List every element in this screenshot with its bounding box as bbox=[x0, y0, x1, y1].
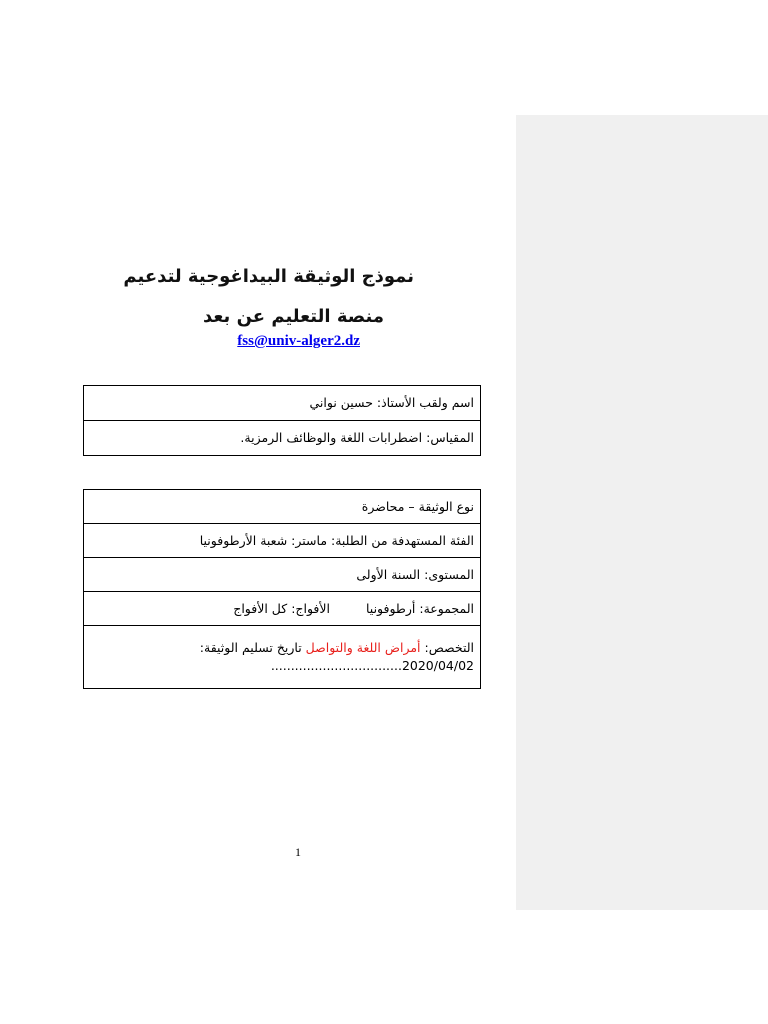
teacher-info-table bbox=[83, 385, 481, 456]
table-row bbox=[84, 524, 481, 558]
target-students-cell: الفئة المستهدفة من الطلبة: ماستر: شعبة الأرطوفونيا bbox=[84, 524, 481, 558]
document-title: نموذج الوثيقة البيداغوجية لتدعيم bbox=[123, 266, 414, 287]
table-row bbox=[84, 592, 481, 626]
comment-pane bbox=[516, 115, 768, 910]
group-cell bbox=[84, 592, 481, 626]
specialty-cell bbox=[84, 626, 481, 689]
table-row bbox=[84, 626, 481, 689]
page-number: 1 bbox=[295, 845, 301, 859]
teacher-name-cell: اسم ولقب الأستاذ: حسين نواني bbox=[84, 386, 481, 421]
table-row bbox=[84, 386, 481, 421]
table-row bbox=[84, 558, 481, 592]
table-row bbox=[84, 490, 481, 524]
document-subtitle: منصة التعليم عن بعد bbox=[202, 306, 384, 327]
email-link[interactable]: fss@univ-alger2.dz bbox=[237, 333, 360, 349]
level-cell: المستوى: السنة الأولى bbox=[84, 558, 481, 592]
group-text: المجموعة: أرطوفونيا bbox=[365, 600, 474, 616]
delivery-label: تاريخ تسليم الوثيقة: bbox=[199, 640, 306, 655]
delivery-line bbox=[90, 657, 474, 675]
delivery-dots: ................................. bbox=[270, 658, 402, 673]
document-details-table bbox=[83, 489, 481, 689]
table-row bbox=[84, 421, 481, 456]
module-cell: المقياس: اضطرابات اللغة والوظائف الرمزية. bbox=[84, 421, 481, 456]
specialty-line bbox=[90, 639, 474, 657]
specialty-label: التخصص: bbox=[420, 640, 474, 655]
document-type-cell: نوع الوثيقة – محاضرة bbox=[84, 490, 481, 524]
sections-text: الأفواج: كل الأفواج bbox=[233, 600, 330, 616]
delivery-date: 2020/04/02 bbox=[401, 658, 474, 673]
specialty-value: أمراض اللغة والتواصل bbox=[305, 640, 421, 655]
